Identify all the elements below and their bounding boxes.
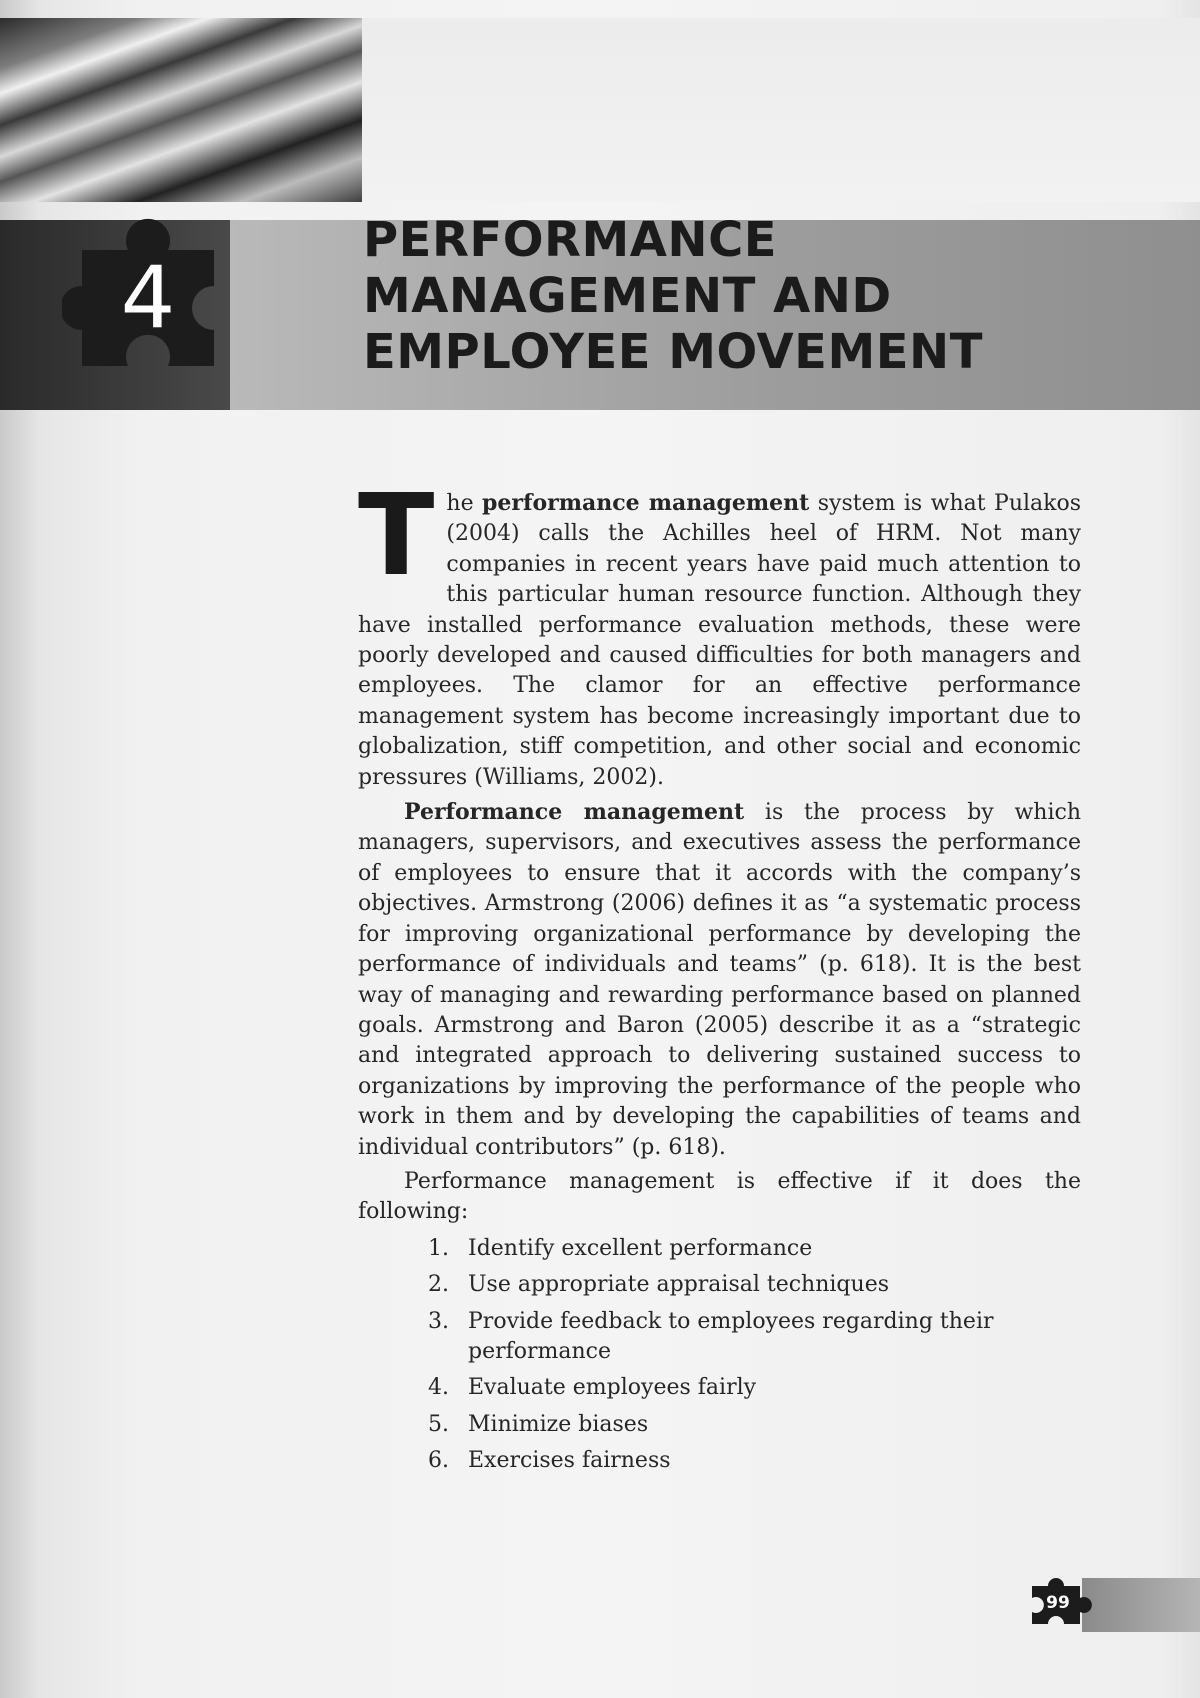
header-photo bbox=[0, 18, 362, 202]
chapter-title bbox=[363, 212, 1123, 380]
list-item bbox=[428, 1270, 1081, 1300]
list-text: Evaluate employees fairly bbox=[468, 1375, 757, 1401]
chapter-number: 4 bbox=[120, 248, 176, 348]
list-item bbox=[428, 1234, 1081, 1264]
chapter-title-line: PERFORMANCE bbox=[363, 212, 778, 268]
list-item bbox=[428, 1307, 1081, 1368]
list-number: 5. bbox=[428, 1411, 449, 1437]
drop-cap: T bbox=[358, 471, 435, 601]
list-text: Exercises fairness bbox=[468, 1448, 671, 1474]
list-text: Provide feedback to employees regarding their performance bbox=[468, 1308, 994, 1364]
key-term: Performance management bbox=[404, 799, 745, 826]
header-faint-area bbox=[362, 18, 1200, 202]
paragraph-3: Performance management is effective if it does the following: bbox=[358, 1168, 1081, 1225]
paragraph-2 bbox=[358, 797, 1081, 1163]
list-item bbox=[428, 1446, 1081, 1476]
page-number-band bbox=[1082, 1578, 1200, 1632]
key-term: performance management bbox=[482, 490, 810, 516]
list-text: Use appropriate appraisal techniques bbox=[468, 1272, 889, 1298]
paragraph-1 bbox=[358, 471, 1082, 793]
list-number: 3. bbox=[428, 1308, 449, 1334]
list-number: 2. bbox=[428, 1272, 449, 1298]
body-text bbox=[358, 471, 1082, 1477]
list-item bbox=[428, 1373, 1081, 1403]
list-text: Minimize biases bbox=[468, 1411, 649, 1437]
list-item bbox=[428, 1410, 1081, 1440]
chapter-title-line: EMPLOYEE MOVEMENT bbox=[363, 324, 983, 380]
criteria-list bbox=[358, 1234, 1081, 1477]
chapter-title-line: MANAGEMENT AND bbox=[363, 268, 892, 324]
page-number: 99 bbox=[1046, 1593, 1070, 1613]
list-number: 1. bbox=[428, 1235, 449, 1261]
paragraph-lead: he bbox=[446, 491, 483, 516]
paragraph-text: is the process by which managers, supervisors, and executives assess the performance of employees to ensure that it accords with the company’s objectives. Armstrong (2006) defines it as “a systematic process for improving organizational performance by developing the performance of individuals and teams” (p. 618). It is the best way of managing and rewarding performance based on planned goals. Armstrong and Baron (2005) describe it as a “strategic and integrated approach to delivering sustained success to organizations by improving the performance of the people who work in them and by developing the capabilities of teams and individual contributors” (p. 618). bbox=[358, 800, 1081, 1160]
list-number: 6. bbox=[428, 1448, 449, 1474]
list-text: Identify excellent performance bbox=[468, 1235, 813, 1261]
paragraph-text: system is what Pulakos (2004) calls the Achilles heel of HRM. Not many companies in recent years have paid much attention to this particular human resource function. Although they have installed performance evaluation methods, these were poorly developed and caused difficulties for both managers and employees. The clamor for an effective performance management system has become increasingly important due to globalization, stiff competition, and other social and economic pressures (Williams, 2002). bbox=[358, 491, 1082, 790]
list-number: 4. bbox=[428, 1375, 449, 1401]
